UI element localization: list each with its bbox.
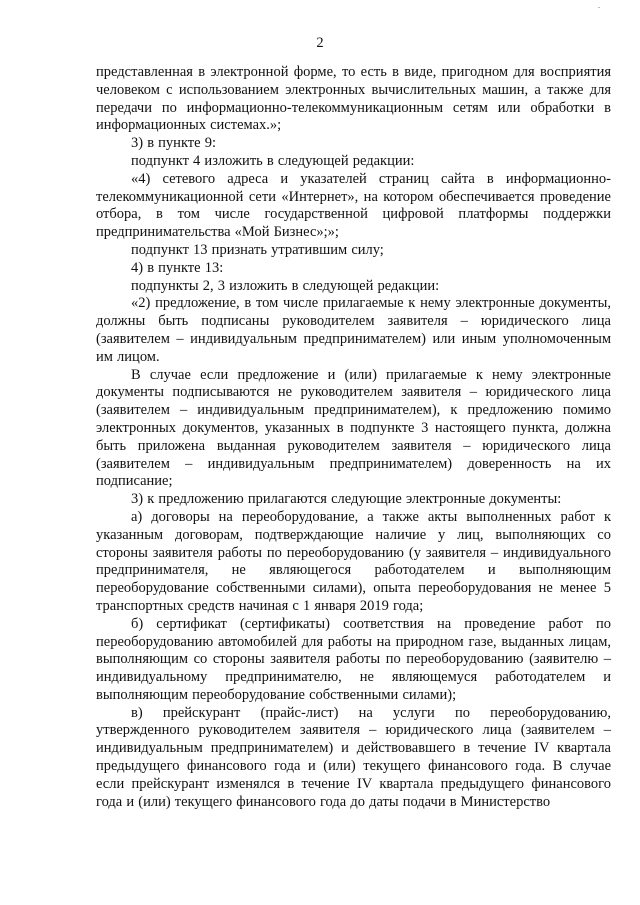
paragraph-p06: 4) в пункте 13: <box>131 259 224 276</box>
scan-speck <box>598 7 600 8</box>
page-number: 2 <box>316 35 324 51</box>
paragraph-p01: представленная в электронной форме, то есть в виде, пригодном для восприятия человеком с использованием электронных вычислительных машин, а также для передачи по информационно-телекоммуникационным сетям или обработки в информационных системах.»; <box>96 64 611 134</box>
paragraph-p11: а) договоры на переоборудование, а также акты выполненных работ к указанным договорам, подтверждающие наличие у лиц, выполняющих со стороны заявителя работы по переоборудованию (у заявителя – индивидуального предпринимателя, не являющегося работодателем и выполняющим переоборудование собственными силами), опыта переоборудования не менее 5 транспортных средств начиная с 1 января 2019 года; <box>96 508 611 614</box>
paragraph-p07: подпункты 2, 3 изложить в следующей редакции: <box>131 277 440 294</box>
document-body <box>96 64 611 811</box>
paragraph-p12: б) сертификат (сертификаты) соответствия на проведение работ по переоборудованию автомобилей для работы на природном газе, выданных лицам, выполняющим со стороны заявителя работы по переоборудованию (заявителю – индивидуальному предпринимателю, не являющемуся работодателем и выполняющим переоборудование собственными силами); <box>96 615 611 703</box>
paragraph-p03: подпункт 4 изложить в следующей редакции: <box>131 152 415 169</box>
paragraph-p02: 3) в пункте 9: <box>131 135 216 152</box>
paragraph-p13: в) прейскурант (прайс-лист) на услуги по переоборудованию, утвержденного руководителем заявителя – юридического лица (заявителем – индивидуальным предпринимателем) и действовавшего в течение IV квартала предыдущего финансового года и (или) текущего финансового года. В случае если прейскурант изменялся в течение IV квартала предыдущего финансового года и (или) текущего финансового года до даты подачи в Министерство <box>96 704 611 810</box>
paragraph-p05: подпункт 13 признать утратившим силу; <box>131 241 384 258</box>
paragraph-p04: «4) сетевого адреса и указателей страниц сайта в информационно-телекоммуникационной сети «Интернет», на котором обеспечивается проведение отбора, в том числе государственной цифровой платформы поддержки предпринимательства «Мой Бизнес»;»; <box>96 170 611 241</box>
paragraph-p10: 3) к предложению прилагаются следующие электронные документы: <box>131 491 562 508</box>
paragraph-p08: «2) предложение, в том числе прилагаемые к нему электронные документы, должны быть подписаны руководителем заявителя – юридического лица (заявителем – индивидуальным предпринимателем) или иным уполномоченным им лицом. <box>96 295 611 365</box>
paragraph-p09: В случае если предложение и (или) прилагаемые к нему электронные документы подписываются не руководителем заявителя – юридического лица (заявителем – индивидуальным предпринимателем), к предложению помимо электронных документов, указанных в подпункте 3 настоящего пункта, должна быть приложена выданная руководителем заявителя – юридического лица (заявителем – индивидуальным предпринимателем) доверенность на их подписание; <box>96 366 611 490</box>
